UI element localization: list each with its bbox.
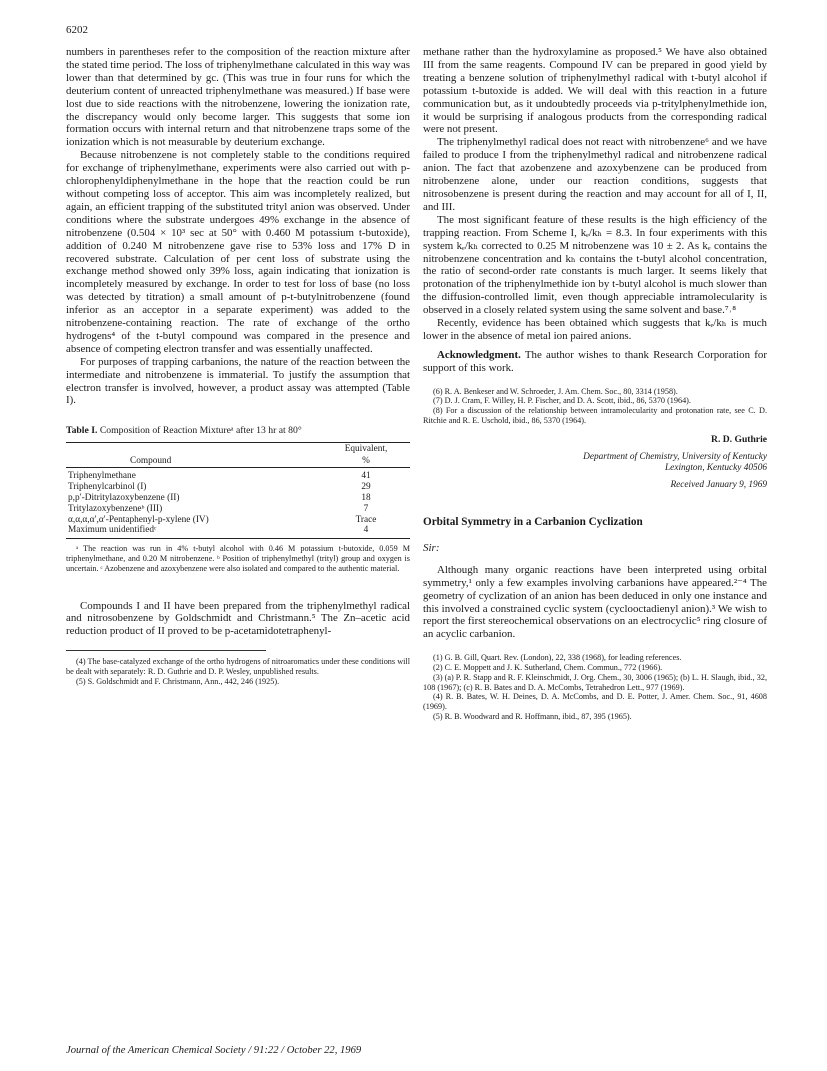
footnote: (3) (a) P. R. Stapp and R. F. Kleinschmidt, J. Org. Chem., 30, 3006 (1965); (b) L. H. Slaugh, ibid., 32, 108 (1967); (c) R. B. Bates and D. A. McCombs, Tetrahedron Lett., 977 (1969). <box>423 672 767 692</box>
table-row <box>66 468 410 482</box>
footnote: (7) D. J. Cram, F. Willey, H. P. Fischer, and D. A. Scott, ibid., 86, 5370 (1964). <box>433 396 691 406</box>
table-caption <box>66 425 410 436</box>
article-title: Orbital Symmetry in a Carbanion Cyclization <box>423 515 643 528</box>
table-cell-value: 29 <box>361 482 371 493</box>
right-column <box>423 46 767 722</box>
footnote: (4) The base-catalyzed exchange of the ortho hydrogens of nitroaromatics under these conditions will be dealt with separately: R. D. Guthrie and D. P. Wesley, unpublished results. <box>66 657 410 677</box>
table-cell-value: 4 <box>322 525 410 538</box>
footnote: (4) R. B. Bates, W. H. Deines, D. A. McCombs, and D. E. Potter, J. Amer. Chem. Soc., 91, 4608 (1969). <box>423 692 767 712</box>
affiliation-line: Lexington, Kentucky 40506 <box>665 462 767 473</box>
body-paragraph: The most significant feature of these results is the high efficiency of the trapping reaction. From Scheme I, kₑ/kₕ = 8.3. In four experiments with this system kₑ/kₕ corrected to 0.25 M nitrobenzene was 10 ± 2. As kₑ contains the nitrobenzene concentration and kₕ contains the t-butyl alcohol concentration, the ratio of second-order rate constants is much larger. It seems likely that protonation of the triphenylmethide ion by t-butyl alcohol is much slower than the diffusion-controlled limit, even though appreciable intramolecularity is observed in a closely related system using the same solvent and base.⁷˒⁸ <box>423 213 767 317</box>
table-cell-compound: Tritylazoxybenzeneᵇ (III) <box>68 503 163 514</box>
footnotes <box>423 387 767 426</box>
journal-footer: Journal of the American Chemical Society / 91:22 / October 22, 1969 <box>66 1045 362 1056</box>
footnote: (5) S. Goldschmidt and F. Christmann, Ann., 442, 246 (1925). <box>76 676 280 686</box>
body-paragraph: numbers in parentheses refer to the composition of the reaction mixture after the stated time period. The loss of triphenylmethane calculated in this way was lower than that determined by gc. (This was true in four runs for which the deuterium content of unreacted triphenylmethane was measured.) If base were lost due to side reactions with the nitrobenzene, lowering the ionization rate, the discrepancy would only become larger. This suggests that some ion formation occurs with internal return and that nitrobenzene traps some of the ionization which is not measurable by deuterium exchange. <box>66 46 410 149</box>
body-paragraph: Compounds I and II have been prepared from the triphenylmethyl radical and nitrosobenzene by Goldschmidt and Christmann.⁵ The Zn–acetic acid reduction product of II proved to be p-acetamidotetraphenyl- <box>66 599 410 638</box>
footnote-rule <box>66 650 266 651</box>
author-name: R. D. Guthrie <box>711 433 767 445</box>
table-row <box>66 482 410 493</box>
table-cell-compound: p,p′-Ditritylazoxybenzene (II) <box>68 492 180 503</box>
table-header-compound: Compound <box>66 455 322 468</box>
table-row <box>66 515 410 526</box>
table-row <box>66 525 410 538</box>
page-number: 6202 <box>66 24 88 36</box>
acknowledgment-text: The author wishes to thank Research Corporation for support of this work. <box>423 348 767 374</box>
table-row <box>66 493 410 504</box>
table-header-unit: % <box>322 455 410 468</box>
table-cell-value: 41 <box>361 471 371 482</box>
footnotes <box>423 653 767 722</box>
affiliation-line: Department of Chemistry, University of Kentucky <box>583 451 767 462</box>
table-cell-compound: Maximum unidentifiedᶜ <box>66 525 322 538</box>
acknowledgment-label: Acknowledgment. <box>437 348 521 361</box>
body-paragraph: Although many organic reactions have been interpreted using orbital symmetry,¹ only a few examples involving carbanions have appeared.²⁻⁴ The geometry of cyclization of an anion has been deduced in only one instance and this involved a constrained cyclic system (cyclooctadienyl anion).³ We wish to report the first stereochemical observations on an electrocyclic⁵ ring closure of an acyclic carbanion. <box>423 563 767 641</box>
table-cell-value: Trace <box>355 514 377 525</box>
table-footnote: ᵃ The reaction was run in 4% t-butyl alcohol with 0.46 M potassium t-butoxide, 0.059 M triphenylmethane, and 0.20 M nitrobenzene. ᵇ Position of triphenylmethyl (trityl) group and oxygen is uncertain. ᶜ Azobenzene and azoxybenzene were also isolated and compared to the authentic material. <box>66 544 410 573</box>
left-column <box>66 46 410 687</box>
table-cell-compound: α,α,α,α′,α′-Pentaphenyl-p-xylene (IV) <box>68 514 209 525</box>
table-header-equivalent: Equivalent, <box>322 443 410 456</box>
table-row <box>66 504 410 515</box>
received-date: Received January 9, 1969 <box>670 479 767 490</box>
table-cell-compound: Triphenylmethane <box>68 471 136 482</box>
footnote: (5) R. B. Woodward and R. Hoffmann, ibid., 87, 395 (1965). <box>433 712 632 722</box>
composition-table <box>66 442 410 539</box>
body-paragraph: For purposes of trapping carbanions, the nature of the reaction between the intermediate and nitrobenzene is immaterial. To justify the assumption that electron transfer is involved, however, a product assay was attempted (Table I). <box>66 355 410 407</box>
table-cell-value: 7 <box>363 503 369 514</box>
footnote: (1) G. B. Gill, Quart. Rev. (London), 22, 338 (1968), for leading references. <box>433 653 682 663</box>
body-paragraph: methane rather than the hydroxylamine as proposed.⁵ We have also obtained III from the same reagents. Compound IV can be prepared in good yield by treating a benzene solution of triphenylmethyl radical with t-butyl alcohol if potassium t-butoxide is added. We will deal with this reaction in a future communication but, as it undoubtedly proceeds via p-tritylphenylmethide ion, it would be surprising if analogous products from the corresponding radical were not present. <box>423 46 767 136</box>
footnote: (6) R. A. Benkeser and W. Schroeder, J. Am. Chem. Soc., 80, 3314 (1958). <box>433 386 678 396</box>
table-cell-compound: Triphenylcarbinol (I) <box>68 482 147 493</box>
footnotes <box>66 657 410 686</box>
table-cell-value: 18 <box>361 492 371 503</box>
footnote: (2) C. E. Moppett and J. K. Sutherland, Chem. Commun., 772 (1966). <box>433 663 663 673</box>
footnote: (8) For a discussion of the relationship between intramolecularity and protonation rate, see C. D. Ritchie and R. E. Uschold, ibid., 86, 5370 (1964). <box>423 406 767 426</box>
table-caption-text: Composition of Reaction Mixtureᵃ after 13 hr at 80° <box>99 425 302 437</box>
table-label: Table I. <box>66 425 98 437</box>
body-paragraph: Because nitrobenzene is not completely stable to the conditions required for exchange of triphenylmethane, experiments were also carried out with p-chlorophenyldiphenylmethane in the hope that the reaction could be run without competing loss of acceptor. This aim was incompletely realized, but again, an efficient trapping of the substituted trityl anion was observed. Under conditions where the substrate undergoes 49% exchange in the absence of nitrobenzene (0.504 × 10³ sec at 50° with 0.460 M potassium t-butoxide), addition of 0.240 M nitrobenzene gave rise to 53% loss and 17% D in recovered substrate. Calculation of per cent loss of substrate using the exchange method showed only 39% loss, again indicating that ionization is incompletely measured by exchange. In order to test for loss of base (no loss was detected by titration) a small amount of p-t-butylnitrobenzene (found inferior as an acceptor in a separate experiment) was added to the nitrobenzene-containing reaction. The rate of exchange of the ortho hydrogens⁴ of the t-butyl compound was compared in the presence and absence of competing electron transfer and was essentially unaffected. <box>66 149 410 355</box>
acknowledgment <box>423 349 767 375</box>
body-paragraph: The triphenylmethyl radical does not react with nitrobenzene⁶ and we have failed to produce I from the triphenylmethyl radical and nitrobenzene radical anion. The fact that azobenzene and azoxybenzene can be produced from nitrobenzene alone, under our reaction conditions, suggests that nitrosobenzene is present during the reaction and may account for all of I, II, and III. <box>423 136 767 213</box>
salutation: Sir: <box>423 541 440 554</box>
body-paragraph: Recently, evidence has been obtained which suggests that kₑ/kₕ is much lower in the absence of metal ion paired anions. <box>423 317 767 342</box>
